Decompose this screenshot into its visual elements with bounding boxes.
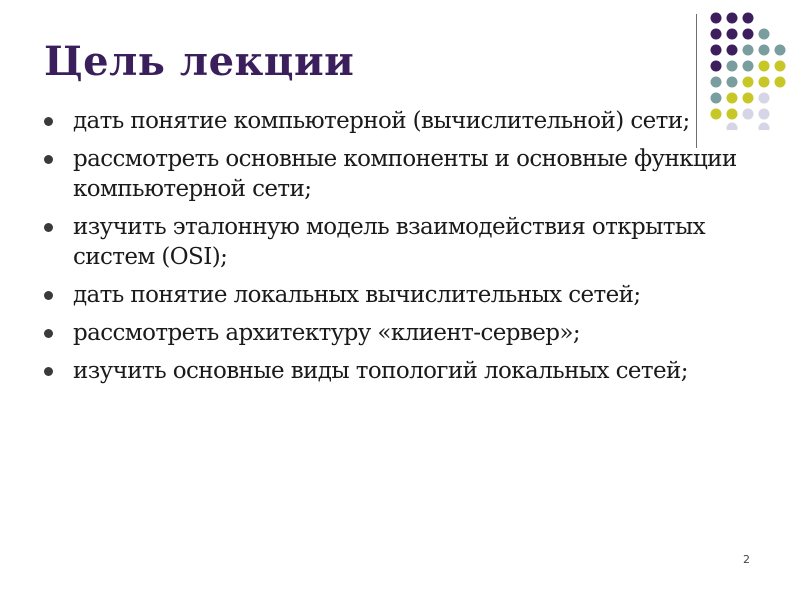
bullet-text: дать понятие локальных вычислительных сетей; [73,282,641,308]
decor-dot [711,61,722,72]
decor-dot [759,93,770,104]
decor-dot [727,77,738,88]
bullet-item [44,318,744,348]
decor-dot [727,13,738,24]
decor-dot [711,93,722,104]
decor-dot [743,29,754,40]
decor-dot [711,13,722,24]
bullet-text: дать понятие компьютерной (вычислительной) сети; [73,108,690,134]
decor-dot [759,77,770,88]
decor-dot [759,29,770,40]
bullet-dot-icon [44,117,53,126]
decor-dot [727,61,738,72]
decor-dot [711,29,722,40]
bullet-item [44,280,744,310]
decor-dot [727,93,738,104]
bullet-dot-icon [44,329,53,338]
decor-dot [759,109,770,120]
decor-dot [743,45,754,56]
bullet-dot-icon [44,367,53,376]
decor-dot [711,77,722,88]
decor-dot [743,13,754,24]
bullet-text: рассмотреть архитектуру «клиент-сервер»; [73,320,580,346]
decor-dot [743,109,754,120]
decor-dot [743,61,754,72]
decor-dot [775,61,786,72]
bullet-item [44,356,744,386]
bullet-text: изучить основные виды топологий локальных сетей; [73,358,688,384]
slide-number: 2 [743,553,750,566]
bullet-item [44,212,744,272]
bullet-text: рассмотреть основные компоненты и основные функции компьютерной сети; [73,146,737,202]
bullet-text: изучить эталонную модель взаимодействия открытых систем (OSI); [73,214,706,270]
decor-dot [711,45,722,56]
bullet-dot-icon [44,155,53,164]
bullet-list [44,106,744,394]
bullet-item [44,106,744,136]
bullet-dot-icon [44,223,53,232]
decor-dot [727,29,738,40]
decor-dot [775,45,786,56]
decor-dot [743,77,754,88]
decor-dot [759,61,770,72]
bullet-item [44,144,744,204]
decor-dot [743,93,754,104]
slide-title: Цель лекции [44,38,355,85]
decor-dot [759,45,770,56]
decor-dot [775,77,786,88]
decor-dot [759,123,770,131]
decor-dot [727,45,738,56]
bullet-dot-icon [44,291,53,300]
